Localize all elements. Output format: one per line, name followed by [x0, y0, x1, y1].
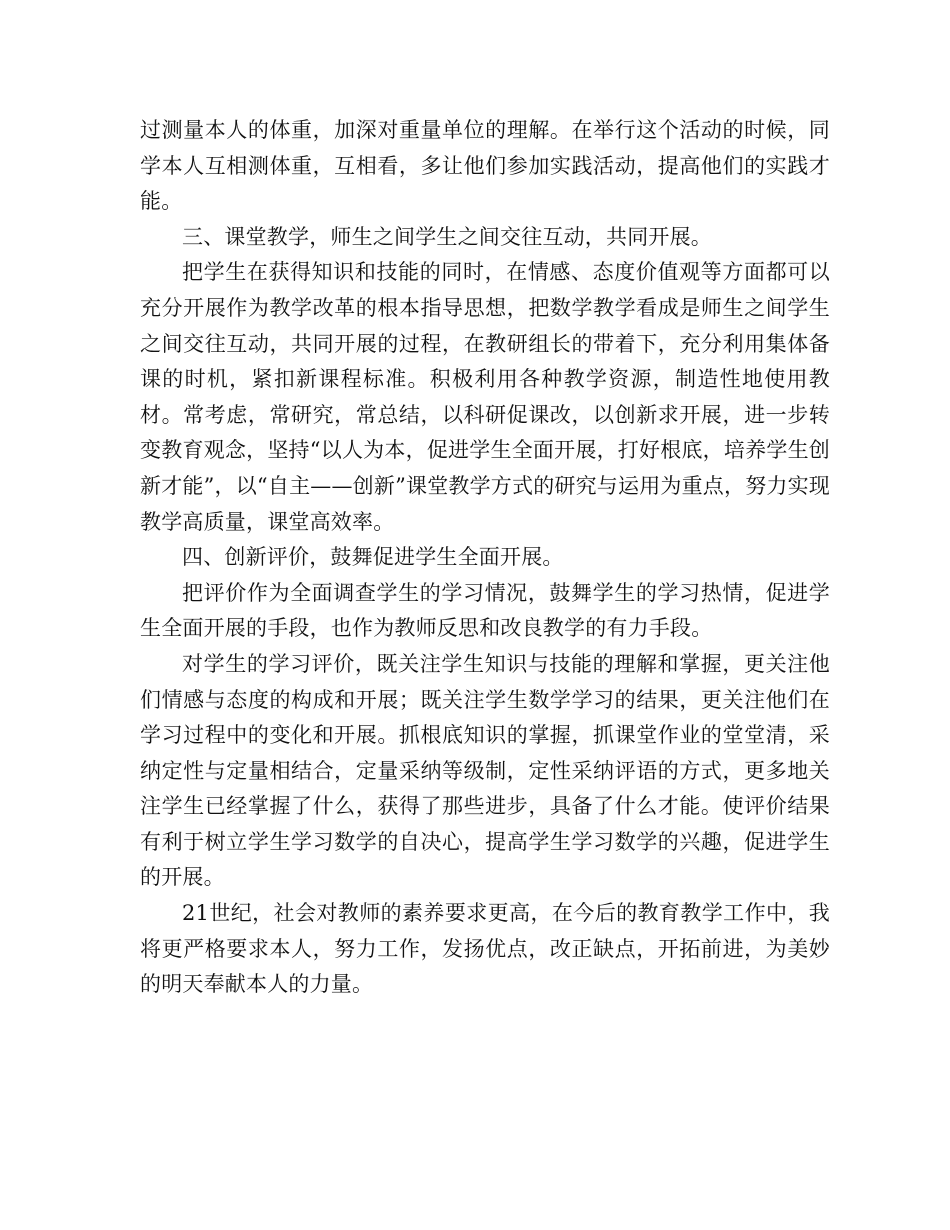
section-heading-4: 四、创新评价，鼓舞促进学生全面开展。	[182, 545, 564, 570]
paragraph-learning-evaluation: 对学生的学习评价，既关注学生知识与技能的理解和掌握，更关注他们情感与态度的构成和开展；既关注学生数学学习的结果，更关注他们在学习过程中的变化和开展。抓根底知识的掌握，抓课堂作业的堂堂清，采纳定性与定量相结合，定量采纳等级制，定性采纳评语的方式，更多地关注学生已经掌握了什么，获得了那些进步，具备了什么才能。使评价结果有利于树立学生学习数学的自决心，提高学生学习数学的兴趣，促进学生的开展。	[140, 651, 830, 890]
paragraph-continuation: 过测量本人的体重，加深对重量单位的理解。在举行这个活动的时候，同学本人互相测体重，互相看，多让他们参加实践活动，提高他们的实践才能。	[140, 118, 830, 214]
document-body	[140, 113, 830, 1003]
paragraph-evaluation-purpose: 把评价作为全面调查学生的学习情况，鼓舞学生的学习热情，促进学生全面开展的手段，也作为教师反思和改良教学的有力手段。	[140, 580, 830, 641]
paragraph-classroom-teaching: 把学生在获得知识和技能的同时，在情感、态度价值观等方面都可以充分开展作为教学改革的根本指导思想，把数学教学看成是师生之间学生之间交往互动，共同开展的过程，在教研组长的带着下，充分利用集体备课的时机，紧扣新课程标准。积极利用各种教学资源，制造性地使用教材。常考虑，常研究，常总结，以科研促课改，以创新求开展，进一步转变教育观念，坚持“以人为本，促进学生全面开展，打好根底，培养学生创新才能”，以“自主——创新”课堂教学方式的研究与运用为重点，努力实现教学高质量，课堂高效率。	[140, 260, 831, 534]
section-heading-3: 三、课堂教学，师生之间学生之间交往互动，共同开展。	[182, 224, 712, 249]
paragraph-conclusion: 21世纪，社会对教师的素养要求更高，在今后的教育教学工作中，我将更严格要求本人，努力工作，发扬优点，改正缺点，开拓前进，为美妙的明天奉献本人的力量。	[140, 901, 830, 997]
